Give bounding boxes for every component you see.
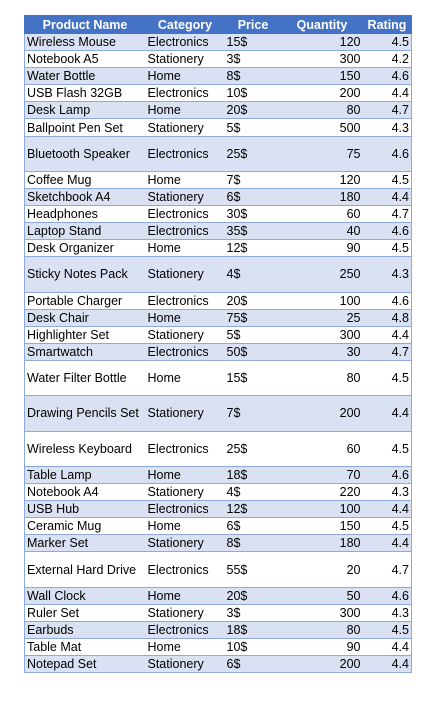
table-row xyxy=(25,361,412,396)
cell-product-name[interactable]: Ceramic Mug xyxy=(25,518,146,535)
cell-quantity[interactable]: 180 xyxy=(282,535,363,552)
cell-rating[interactable]: 4.4 xyxy=(363,638,412,655)
cell-price[interactable]: 30$ xyxy=(225,206,282,223)
cell-rating[interactable]: 4.4 xyxy=(363,535,412,552)
cell-quantity[interactable]: 90 xyxy=(282,638,363,655)
table-row xyxy=(25,188,412,205)
cell-rating[interactable]: 4.2 xyxy=(363,51,412,68)
cell-price[interactable]: 10$ xyxy=(225,85,282,102)
cell-rating[interactable]: 4.5 xyxy=(363,431,412,466)
cell-category[interactable]: Home xyxy=(146,240,225,257)
cell-quantity[interactable]: 75 xyxy=(282,136,363,171)
cell-rating[interactable]: 4.6 xyxy=(363,292,412,309)
cell-product-name[interactable]: Smartwatch xyxy=(25,343,146,360)
table-row xyxy=(25,501,412,518)
cell-rating[interactable]: 4.7 xyxy=(363,552,412,587)
product-table-container xyxy=(24,15,411,673)
cell-rating[interactable]: 4.8 xyxy=(363,309,412,326)
cell-quantity[interactable]: 300 xyxy=(282,604,363,621)
cell-category[interactable]: Electronics xyxy=(146,343,225,360)
cell-quantity[interactable]: 300 xyxy=(282,326,363,343)
cell-product-name[interactable]: Notebook A5 xyxy=(25,51,146,68)
cell-product-name[interactable]: Highlighter Set xyxy=(25,326,146,343)
cell-category[interactable]: Home xyxy=(146,638,225,655)
table-row xyxy=(25,102,412,119)
cell-category[interactable]: Electronics xyxy=(146,431,225,466)
cell-price[interactable]: 8$ xyxy=(225,68,282,85)
cell-product-name[interactable]: Wall Clock xyxy=(25,587,146,604)
table-row xyxy=(25,34,412,51)
cell-rating[interactable]: 4.5 xyxy=(363,171,412,188)
table-row xyxy=(25,206,412,223)
cell-price[interactable]: 10$ xyxy=(225,638,282,655)
cell-rating[interactable]: 4.6 xyxy=(363,587,412,604)
cell-quantity[interactable]: 100 xyxy=(282,501,363,518)
cell-category[interactable]: Home xyxy=(146,309,225,326)
cell-category[interactable]: Home xyxy=(146,171,225,188)
cell-quantity[interactable]: 220 xyxy=(282,483,363,500)
cell-price[interactable]: 35$ xyxy=(225,223,282,240)
cell-category[interactable]: Electronics xyxy=(146,206,225,223)
cell-price[interactable]: 20$ xyxy=(225,587,282,604)
table-row xyxy=(25,240,412,257)
cell-price[interactable]: 8$ xyxy=(225,535,282,552)
cell-price[interactable]: 6$ xyxy=(225,188,282,205)
cell-quantity[interactable]: 250 xyxy=(282,257,363,292)
cell-quantity[interactable]: 100 xyxy=(282,292,363,309)
cell-product-name[interactable]: Table Lamp xyxy=(25,466,146,483)
cell-category[interactable]: Home xyxy=(146,466,225,483)
table-row xyxy=(25,552,412,587)
cell-rating[interactable]: 4.6 xyxy=(363,466,412,483)
cell-category[interactable]: Electronics xyxy=(146,34,225,51)
cell-category[interactable]: Electronics xyxy=(146,501,225,518)
cell-quantity[interactable]: 200 xyxy=(282,396,363,431)
cell-price[interactable]: 4$ xyxy=(225,257,282,292)
cell-category[interactable]: Electronics xyxy=(146,85,225,102)
cell-category[interactable]: Stationery xyxy=(146,188,225,205)
cell-quantity[interactable]: 120 xyxy=(282,34,363,51)
cell-price[interactable]: 4$ xyxy=(225,483,282,500)
cell-rating[interactable]: 4.4 xyxy=(363,501,412,518)
cell-category[interactable]: Home xyxy=(146,68,225,85)
table-row xyxy=(25,587,412,604)
table-row xyxy=(25,604,412,621)
cell-quantity[interactable]: 20 xyxy=(282,552,363,587)
table-row xyxy=(25,518,412,535)
cell-quantity[interactable]: 500 xyxy=(282,119,363,136)
cell-price[interactable]: 20$ xyxy=(225,102,282,119)
table-row xyxy=(25,223,412,240)
cell-product-name[interactable]: Sketchbook A4 xyxy=(25,188,146,205)
table-row xyxy=(25,85,412,102)
cell-product-name[interactable]: Bluetooth Speaker xyxy=(25,136,146,171)
cell-quantity[interactable]: 80 xyxy=(282,361,363,396)
header-price[interactable]: Price xyxy=(225,16,282,34)
table-row xyxy=(25,535,412,552)
cell-price[interactable]: 12$ xyxy=(225,240,282,257)
cell-category[interactable]: Stationery xyxy=(146,257,225,292)
cell-price[interactable]: 6$ xyxy=(225,518,282,535)
table-row xyxy=(25,638,412,655)
cell-price[interactable]: 7$ xyxy=(225,171,282,188)
cell-category[interactable]: Stationery xyxy=(146,326,225,343)
cell-quantity[interactable]: 25 xyxy=(282,309,363,326)
table-row xyxy=(25,136,412,171)
cell-category[interactable]: Home xyxy=(146,102,225,119)
cell-price[interactable]: 3$ xyxy=(225,51,282,68)
cell-price[interactable]: 15$ xyxy=(225,34,282,51)
cell-quantity[interactable]: 300 xyxy=(282,51,363,68)
cell-category[interactable]: Electronics xyxy=(146,136,225,171)
cell-product-name[interactable]: Ruler Set xyxy=(25,604,146,621)
cell-rating[interactable]: 4.5 xyxy=(363,361,412,396)
table-body xyxy=(25,34,412,673)
cell-price[interactable]: 25$ xyxy=(225,136,282,171)
cell-price[interactable]: 50$ xyxy=(225,343,282,360)
cell-category[interactable]: Stationery xyxy=(146,535,225,552)
header-rating[interactable]: Rating xyxy=(363,16,412,34)
cell-product-name[interactable]: Notebook A4 xyxy=(25,483,146,500)
cell-quantity[interactable]: 200 xyxy=(282,85,363,102)
cell-product-name[interactable]: Desk Organizer xyxy=(25,240,146,257)
cell-product-name[interactable]: Headphones xyxy=(25,206,146,223)
cell-product-name[interactable]: Laptop Stand xyxy=(25,223,146,240)
cell-category[interactable]: Electronics xyxy=(146,292,225,309)
cell-quantity[interactable]: 150 xyxy=(282,518,363,535)
cell-rating[interactable]: 4.6 xyxy=(363,136,412,171)
header-product-name[interactable]: Product Name xyxy=(25,16,146,34)
cell-price[interactable]: 5$ xyxy=(225,326,282,343)
cell-quantity[interactable]: 30 xyxy=(282,343,363,360)
product-table xyxy=(24,15,412,673)
cell-product-name[interactable]: Sticky Notes Pack xyxy=(25,257,146,292)
cell-quantity[interactable]: 180 xyxy=(282,188,363,205)
cell-quantity[interactable]: 70 xyxy=(282,466,363,483)
cell-product-name[interactable]: Water Filter Bottle xyxy=(25,361,146,396)
cell-price[interactable]: 15$ xyxy=(225,361,282,396)
cell-category[interactable]: Stationery xyxy=(146,483,225,500)
cell-quantity[interactable]: 60 xyxy=(282,206,363,223)
table-row xyxy=(25,431,412,466)
cell-rating[interactable]: 4.7 xyxy=(363,206,412,223)
table-row xyxy=(25,656,412,673)
cell-price[interactable]: 25$ xyxy=(225,431,282,466)
table-row xyxy=(25,621,412,638)
cell-rating[interactable]: 4.4 xyxy=(363,656,412,673)
cell-rating[interactable]: 4.4 xyxy=(363,85,412,102)
cell-price[interactable]: 18$ xyxy=(225,466,282,483)
table-row xyxy=(25,51,412,68)
cell-product-name[interactable]: USB Flash 32GB xyxy=(25,85,146,102)
cell-category[interactable]: Electronics xyxy=(146,552,225,587)
cell-product-name[interactable]: Ballpoint Pen Set xyxy=(25,119,146,136)
cell-rating[interactable]: 4.6 xyxy=(363,68,412,85)
cell-product-name[interactable]: Coffee Mug xyxy=(25,171,146,188)
cell-rating[interactable]: 4.7 xyxy=(363,102,412,119)
cell-rating[interactable]: 4.3 xyxy=(363,604,412,621)
cell-price[interactable]: 75$ xyxy=(225,309,282,326)
cell-product-name[interactable]: Marker Set xyxy=(25,535,146,552)
table-row xyxy=(25,396,412,431)
cell-product-name[interactable]: Desk Lamp xyxy=(25,102,146,119)
cell-quantity[interactable]: 90 xyxy=(282,240,363,257)
cell-category[interactable]: Stationery xyxy=(146,51,225,68)
cell-rating[interactable]: 4.5 xyxy=(363,621,412,638)
header-row xyxy=(25,16,412,34)
cell-quantity[interactable]: 50 xyxy=(282,587,363,604)
cell-price[interactable]: 18$ xyxy=(225,621,282,638)
cell-category[interactable]: Stationery xyxy=(146,396,225,431)
cell-category[interactable]: Electronics xyxy=(146,621,225,638)
table-row xyxy=(25,171,412,188)
cell-product-name[interactable]: Table Mat xyxy=(25,638,146,655)
cell-quantity[interactable]: 120 xyxy=(282,171,363,188)
cell-product-name[interactable]: Drawing Pencils Set xyxy=(25,396,146,431)
cell-product-name[interactable]: Notepad Set xyxy=(25,656,146,673)
cell-category[interactable]: Electronics xyxy=(146,223,225,240)
table-header xyxy=(25,16,412,34)
cell-category[interactable]: Home xyxy=(146,361,225,396)
cell-product-name[interactable]: Wireless Keyboard xyxy=(25,431,146,466)
header-quantity[interactable]: Quantity xyxy=(282,16,363,34)
cell-product-name[interactable]: External Hard Drive xyxy=(25,552,146,587)
cell-quantity[interactable]: 60 xyxy=(282,431,363,466)
cell-quantity[interactable]: 80 xyxy=(282,102,363,119)
cell-quantity[interactable]: 80 xyxy=(282,621,363,638)
cell-price[interactable]: 20$ xyxy=(225,292,282,309)
cell-rating[interactable]: 4.4 xyxy=(363,396,412,431)
cell-quantity[interactable]: 200 xyxy=(282,656,363,673)
table-row xyxy=(25,466,412,483)
cell-rating[interactable]: 4.4 xyxy=(363,188,412,205)
cell-quantity[interactable]: 150 xyxy=(282,68,363,85)
cell-price[interactable]: 3$ xyxy=(225,604,282,621)
cell-rating[interactable]: 4.7 xyxy=(363,343,412,360)
table-row xyxy=(25,257,412,292)
cell-rating[interactable]: 4.4 xyxy=(363,326,412,343)
cell-price[interactable]: 12$ xyxy=(225,501,282,518)
cell-category[interactable]: Stationery xyxy=(146,119,225,136)
cell-rating[interactable]: 4.5 xyxy=(363,34,412,51)
header-category[interactable]: Category xyxy=(146,16,225,34)
table-row xyxy=(25,119,412,136)
cell-product-name[interactable]: Portable Charger xyxy=(25,292,146,309)
cell-price[interactable]: 5$ xyxy=(225,119,282,136)
cell-product-name[interactable]: Water Bottle xyxy=(25,68,146,85)
cell-rating[interactable]: 4.5 xyxy=(363,240,412,257)
cell-category[interactable]: Home xyxy=(146,518,225,535)
cell-product-name[interactable]: Wireless Mouse xyxy=(25,34,146,51)
cell-category[interactable]: Home xyxy=(146,587,225,604)
table-row xyxy=(25,483,412,500)
table-row xyxy=(25,68,412,85)
cell-category[interactable]: Stationery xyxy=(146,604,225,621)
cell-price[interactable]: 55$ xyxy=(225,552,282,587)
cell-product-name[interactable]: Desk Chair xyxy=(25,309,146,326)
cell-price[interactable]: 7$ xyxy=(225,396,282,431)
cell-rating[interactable]: 4.3 xyxy=(363,483,412,500)
table-row xyxy=(25,326,412,343)
cell-product-name[interactable]: Earbuds xyxy=(25,621,146,638)
cell-rating[interactable]: 4.3 xyxy=(363,119,412,136)
cell-quantity[interactable]: 40 xyxy=(282,223,363,240)
table-row xyxy=(25,292,412,309)
cell-rating[interactable]: 4.6 xyxy=(363,223,412,240)
cell-rating[interactable]: 4.5 xyxy=(363,518,412,535)
table-row xyxy=(25,309,412,326)
cell-price[interactable]: 6$ xyxy=(225,656,282,673)
cell-product-name[interactable]: USB Hub xyxy=(25,501,146,518)
cell-category[interactable]: Stationery xyxy=(146,656,225,673)
table-row xyxy=(25,343,412,360)
cell-rating[interactable]: 4.3 xyxy=(363,257,412,292)
